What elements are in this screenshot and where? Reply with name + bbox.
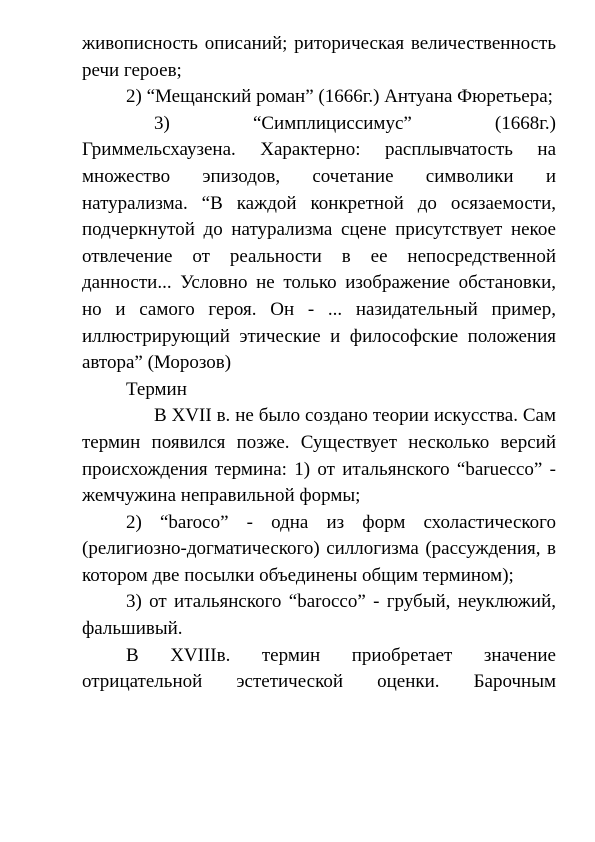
paragraph-term-origin: В XVII в. не было создано теории искусства. Сам термин появился позже. Существует несколько версий происхождения термина: 1) от итальянского “baruecco” - жемчужина неправильной формы;: [82, 405, 556, 507]
document-page: [82, 31, 556, 696]
paragraph-eighteenth-century: В XVIIIв. термин приобретает значение отрицательной эстетической оценки. Барочным: [82, 644, 556, 693]
paragraph-simplicissimus: 3) “Симплициссимус” (1668г.) Гриммельсхаузена. Характерно: расплывчатость на множество эпизодов, сочетание символики и натурализма. “В каждой конкретной до осязаемости, подчеркнутой до натурализма сцене присутствует некое отвлечение от реальности в ее непосредственной данности... Условно не только изображение обстановки, но и самого героя. Он - ... назидательный пример, иллюстрирующий этические и философские положения автора” (Морозов): [82, 112, 556, 374]
section-heading-term: Термин: [126, 378, 187, 400]
paragraph-bourgeois-novel: 2) “Мещанский роман” (1666г.) Антуана Фюретьера;: [126, 86, 553, 108]
paragraph-italian-barocco: 3) от итальянского “barocco” - грубый, неуклюжий, фальшивый.: [82, 591, 556, 640]
paragraph-syllogism: 2) “barocо” - одна из форм схоластического (религиозно-догматического) силлогизма (рассуждения, в котором две посылки объединены общим термином);: [82, 511, 556, 586]
paragraph-rhetoric: живописность описаний; риторическая величественность речи героев;: [82, 33, 556, 81]
